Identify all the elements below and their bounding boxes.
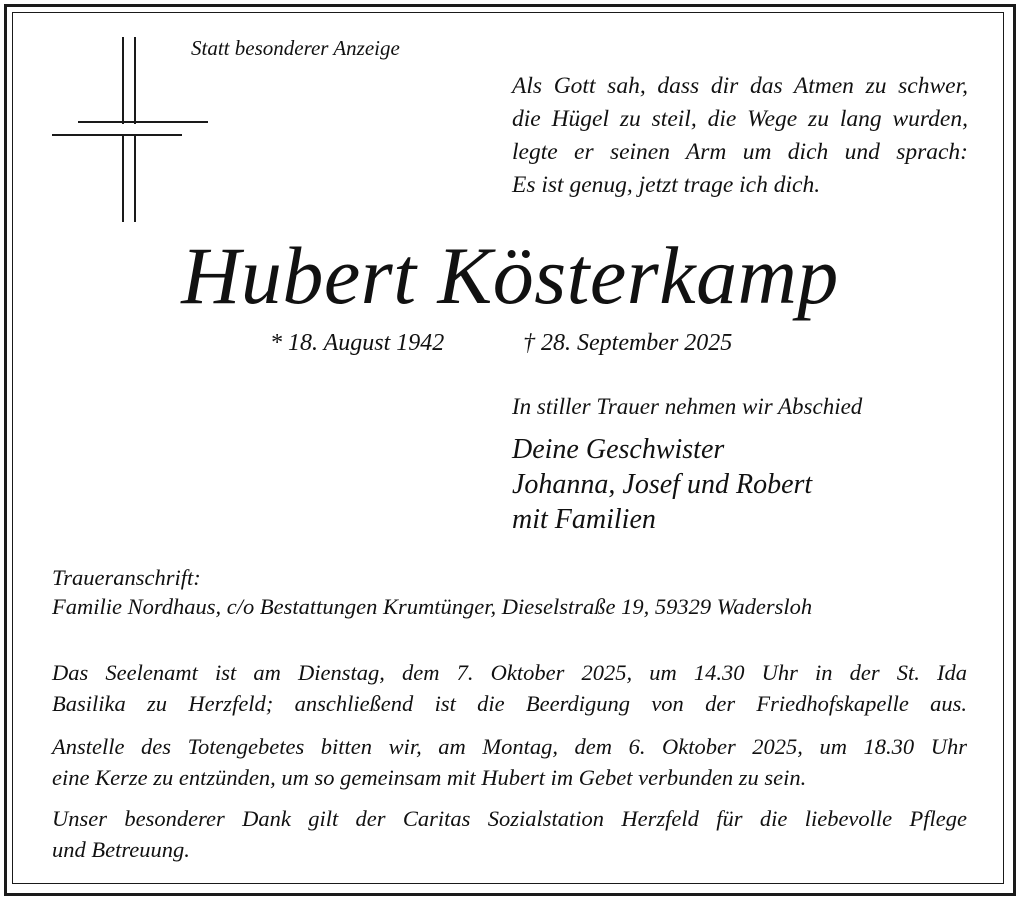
deceased-name: Hubert Kösterkamp <box>181 230 839 321</box>
paragraph-line: Das Seelenamt ist am Dienstag, dem 7. Oktober 2025, um 14.30 Uhr in der St. Ida <box>52 660 967 685</box>
family-line: mit Familien <box>512 504 656 535</box>
family-line: Johanna, Josef und Robert <box>512 469 813 500</box>
poem-line: Es ist genug, jetzt trage ich dich. <box>512 172 821 198</box>
family-line: Deine Geschwister <box>512 434 725 465</box>
preamble-text: Statt besonderer Anzeige <box>191 36 400 60</box>
mourning-line: In stiller Trauer nehmen wir Abschied <box>512 394 863 419</box>
birth-date: * 18. August 1942 <box>270 330 445 356</box>
paragraph-line: Basilika zu Herzfeld; anschließend ist die Beerdigung von der Friedhofskapelle aus. <box>52 691 967 716</box>
family-signature <box>512 432 812 537</box>
poem-line: die Hügel zu steil, die Wege zu lang wurden, <box>512 106 968 132</box>
poem-line: Als Gott sah, dass dir das Atmen zu schwer, <box>512 73 968 99</box>
thanks-paragraph <box>52 803 967 865</box>
address-label: Traueranschrift: <box>52 565 201 590</box>
poem <box>512 70 968 202</box>
funeral-mass-paragraph <box>52 657 967 719</box>
candle-paragraph <box>52 731 967 793</box>
poem-line: legte er seinen Arm um dich und sprach: <box>512 139 968 165</box>
paragraph-line: Unser besonderer Dank gilt der Caritas Sozialstation Herzfeld für die liebevolle Pflege <box>52 806 967 831</box>
paragraph-line: und Betreuung. <box>52 837 190 862</box>
address-text: Familie Nordhaus, c/o Bestattungen Krumtünger, Dieselstraße 19, 59329 Wadersloh <box>52 594 813 619</box>
paragraph-line: eine Kerze zu entzünden, um so gemeinsam mit Hubert im Gebet verbunden zu sein. <box>52 765 807 790</box>
paragraph-line: Anstelle des Totengebetes bitten wir, am Montag, dem 6. Oktober 2025, um 18.30 Uhr <box>52 734 967 759</box>
death-date: † 28. September 2025 <box>523 330 733 356</box>
